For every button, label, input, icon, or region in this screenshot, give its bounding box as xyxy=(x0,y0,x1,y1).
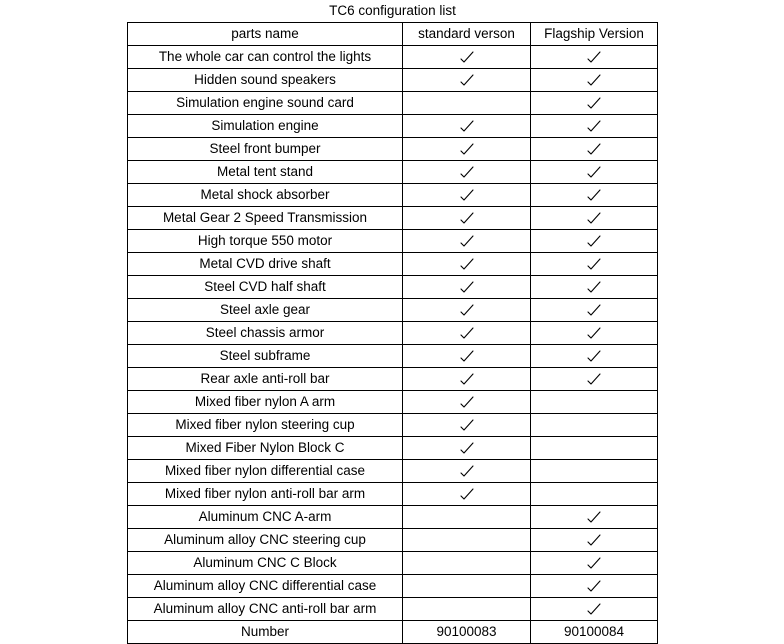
table-row xyxy=(128,230,658,253)
part-name: Steel front bumper xyxy=(128,138,403,161)
check-icon xyxy=(459,50,475,64)
flagship-cell xyxy=(531,92,658,115)
standard-cell xyxy=(403,230,531,253)
part-name: Aluminum alloy CNC anti-roll bar arm xyxy=(128,598,403,621)
standard-cell xyxy=(403,391,531,414)
header-standard-version: standard verson xyxy=(403,23,531,46)
standard-cell xyxy=(403,414,531,437)
check-icon xyxy=(459,441,475,455)
standard-cell xyxy=(403,207,531,230)
standard-cell xyxy=(403,184,531,207)
check-icon xyxy=(586,119,602,133)
table-row xyxy=(128,161,658,184)
standard-cell xyxy=(403,483,531,506)
table-row xyxy=(128,276,658,299)
check-icon xyxy=(459,142,475,156)
part-name: Rear axle anti-roll bar xyxy=(128,368,403,391)
flagship-number: 90100084 xyxy=(531,621,658,644)
table-row xyxy=(128,207,658,230)
standard-cell xyxy=(403,92,531,115)
flagship-cell xyxy=(531,322,658,345)
check-icon xyxy=(459,418,475,432)
part-name: Aluminum CNC C Block xyxy=(128,552,403,575)
part-name: Mixed fiber nylon differential case xyxy=(128,460,403,483)
standard-cell xyxy=(403,552,531,575)
standard-cell xyxy=(403,46,531,69)
check-icon xyxy=(586,556,602,570)
flagship-cell xyxy=(531,575,658,598)
standard-cell xyxy=(403,276,531,299)
check-icon xyxy=(586,211,602,225)
table-row xyxy=(128,598,658,621)
part-name: The whole car can control the lights xyxy=(128,46,403,69)
part-name: Mixed fiber nylon A arm xyxy=(128,391,403,414)
table-row xyxy=(128,115,658,138)
table-row xyxy=(128,368,658,391)
check-icon xyxy=(586,165,602,179)
table-row xyxy=(128,506,658,529)
standard-number: 90100083 xyxy=(403,621,531,644)
standard-cell xyxy=(403,575,531,598)
check-icon xyxy=(586,372,602,386)
check-icon xyxy=(586,73,602,87)
title-row xyxy=(128,0,658,23)
check-icon xyxy=(586,602,602,616)
check-icon xyxy=(459,326,475,340)
table-row xyxy=(128,391,658,414)
standard-cell xyxy=(403,253,531,276)
table-row xyxy=(128,529,658,552)
check-icon xyxy=(459,257,475,271)
table-row xyxy=(128,322,658,345)
part-name: Steel CVD half shaft xyxy=(128,276,403,299)
check-icon xyxy=(586,257,602,271)
flagship-cell xyxy=(531,115,658,138)
flagship-cell xyxy=(531,391,658,414)
part-name: Aluminum alloy CNC steering cup xyxy=(128,529,403,552)
part-name: Aluminum alloy CNC differential case xyxy=(128,575,403,598)
standard-cell xyxy=(403,138,531,161)
table-row xyxy=(128,299,658,322)
check-icon xyxy=(586,188,602,202)
table-row xyxy=(128,184,658,207)
part-name: Metal shock absorber xyxy=(128,184,403,207)
table-row xyxy=(128,575,658,598)
part-name: Steel subframe xyxy=(128,345,403,368)
part-name: Steel axle gear xyxy=(128,299,403,322)
part-name: Metal tent stand xyxy=(128,161,403,184)
header-parts-name: parts name xyxy=(128,23,403,46)
standard-cell xyxy=(403,437,531,460)
header-flagship-version: Flagship Version xyxy=(531,23,658,46)
table-row xyxy=(128,552,658,575)
check-icon xyxy=(586,50,602,64)
flagship-cell xyxy=(531,460,658,483)
flagship-cell xyxy=(531,138,658,161)
check-icon xyxy=(586,234,602,248)
check-icon xyxy=(586,510,602,524)
table-row xyxy=(128,483,658,506)
part-name: Metal Gear 2 Speed Transmission xyxy=(128,207,403,230)
header-row xyxy=(128,23,658,46)
part-name: Mixed Fiber Nylon Block C xyxy=(128,437,403,460)
number-row xyxy=(128,621,658,644)
standard-cell xyxy=(403,115,531,138)
check-icon xyxy=(586,349,602,363)
parts-list xyxy=(128,46,658,621)
standard-cell xyxy=(403,506,531,529)
flagship-cell xyxy=(531,230,658,253)
flagship-cell xyxy=(531,552,658,575)
table-row xyxy=(128,46,658,69)
standard-cell xyxy=(403,368,531,391)
flagship-cell xyxy=(531,345,658,368)
flagship-cell xyxy=(531,506,658,529)
check-icon xyxy=(586,142,602,156)
flagship-cell xyxy=(531,368,658,391)
table-row xyxy=(128,69,658,92)
table-title: TC6 configuration list xyxy=(128,0,658,23)
part-name: Hidden sound speakers xyxy=(128,69,403,92)
flagship-cell xyxy=(531,161,658,184)
flagship-cell xyxy=(531,414,658,437)
table-row xyxy=(128,253,658,276)
part-name: Aluminum CNC A-arm xyxy=(128,506,403,529)
standard-cell xyxy=(403,598,531,621)
check-icon xyxy=(459,234,475,248)
check-icon xyxy=(586,533,602,547)
table-row xyxy=(128,138,658,161)
table-row xyxy=(128,460,658,483)
flagship-cell xyxy=(531,184,658,207)
check-icon xyxy=(459,165,475,179)
flagship-cell xyxy=(531,69,658,92)
flagship-cell xyxy=(531,253,658,276)
check-icon xyxy=(459,303,475,317)
check-icon xyxy=(586,579,602,593)
standard-cell xyxy=(403,529,531,552)
check-icon xyxy=(459,487,475,501)
standard-cell xyxy=(403,322,531,345)
flagship-cell xyxy=(531,46,658,69)
check-icon xyxy=(459,119,475,133)
standard-cell xyxy=(403,345,531,368)
table-row xyxy=(128,414,658,437)
part-name: Mixed fiber nylon anti-roll bar arm xyxy=(128,483,403,506)
flagship-cell xyxy=(531,299,658,322)
flagship-cell xyxy=(531,276,658,299)
check-icon xyxy=(586,326,602,340)
check-icon xyxy=(586,96,602,110)
check-icon xyxy=(459,280,475,294)
flagship-cell xyxy=(531,437,658,460)
number-label: Number xyxy=(128,621,403,644)
part-name: High torque 550 motor xyxy=(128,230,403,253)
standard-cell xyxy=(403,460,531,483)
table-row xyxy=(128,92,658,115)
flagship-cell xyxy=(531,483,658,506)
part-name: Mixed fiber nylon steering cup xyxy=(128,414,403,437)
flagship-cell xyxy=(531,598,658,621)
check-icon xyxy=(459,211,475,225)
check-icon xyxy=(459,349,475,363)
part-name: Simulation engine xyxy=(128,115,403,138)
flagship-cell xyxy=(531,529,658,552)
flagship-cell xyxy=(531,207,658,230)
part-name: Steel chassis armor xyxy=(128,322,403,345)
check-icon xyxy=(459,395,475,409)
standard-cell xyxy=(403,299,531,322)
check-icon xyxy=(459,73,475,87)
check-icon xyxy=(586,303,602,317)
configuration-table xyxy=(127,0,658,644)
check-icon xyxy=(459,372,475,386)
check-icon xyxy=(586,280,602,294)
part-name: Simulation engine sound card xyxy=(128,92,403,115)
check-icon xyxy=(459,464,475,478)
standard-cell xyxy=(403,161,531,184)
table-row xyxy=(128,437,658,460)
part-name: Metal CVD drive shaft xyxy=(128,253,403,276)
standard-cell xyxy=(403,69,531,92)
check-icon xyxy=(459,188,475,202)
table-row xyxy=(128,345,658,368)
